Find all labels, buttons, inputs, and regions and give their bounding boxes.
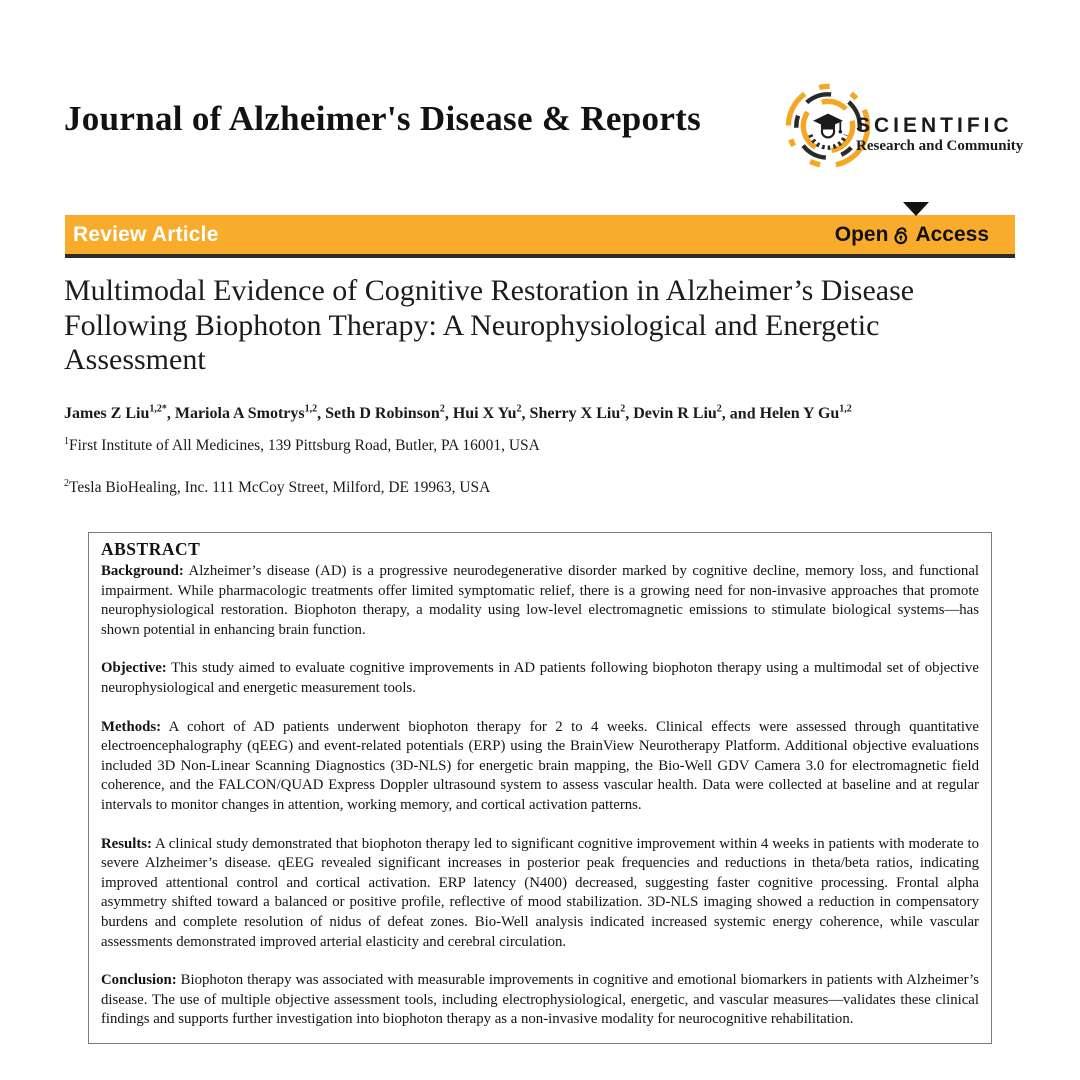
open-lock-icon [893,223,910,247]
authors-line: James Z Liu$^{1,2*}$, Mariola A Smotrys$^{1,2}$, Seth D Robinson$^2$, Hui X Yu$^2$, Sherry X Liu$^2$, Devin R Liu$^2$, and Helen Y Gu$^{1,2}$ [64,404,852,423]
abstract-box [88,532,992,1044]
open-access-word-access: Access [915,222,989,246]
affiliation-line: $^2$Tesla BioHealing, Inc. 111 McCoy Street, Milford, DE 19963, USA [64,478,491,497]
article-type-label: Review Article [73,222,219,246]
affiliation-line: $^1$First Institute of All Medicines, 139 Pittsburg Road, Butler, PA 16001, USA [64,436,540,455]
section-label: Objective: [101,660,167,677]
abstract-section: Results: A clinical study demonstrated that biophoton therapy led to significant cognitive improvement within 4 weeks in patients with moderate to severe Alzheimer’s disease. qEEG revealed significant increases in posterior peak frequencies and reductions in theta/beta ratios, indicating improved attentional control and cortical activation. ERP latency (N400) decreased, suggesting faster cognitive processing. Frontal alpha asymmetry shifted toward a balanced or positive profile, reflective of mood stabilization. 3D-NLS imaging showed a reduction in compensatory burdens and complete resolution of nidus of defeat zones. Bio-Well analysis indicated increased systemic energy coherence, while vascular assessments demonstrated improved arterial elasticity and cerebral circulation. [101,835,979,950]
author: Devin R Liu$^2$ [633,404,722,423]
section-label: Methods: [101,718,162,735]
section-label: Conclusion: [101,972,177,989]
open-access-badge [835,223,989,247]
abstract-section: Conclusion: Biophoton therapy was associated with measurable improvements in cognitive and emotional biomarkers in patients with Alzheimer’s disease. The use of multiple objective assessment tools, including electrophysiological, energetic, and vascular measures—validates these clinical findings and supports further investigation into biophoton therapy as a non-invasive modality for neurocognitive rehabilitation. [101,972,979,1028]
author: Hui X Yu$^2$ [452,404,522,423]
affiliations [64,436,1016,520]
publisher-tagline: Research and Community [856,138,1024,154]
open-access-pointer-icon [903,202,929,216]
section-label: Background: [101,563,184,579]
section-label: Results: [101,835,152,852]
open-access-word-open: Open [834,222,889,246]
author: Helen Y Gu$^{1,2}$ [759,404,852,423]
author: Seth D Robinson$^2$ [325,404,445,423]
article-title: Multimodal Evidence of Cognitive Restoration in Alzheimer’s Disease Following Biophoton Therapy: A Neurophysiological and Energetic Assessment [64,274,915,376]
abstract-section: Methods: A cohort of AD patients underwent biophoton therapy for 2 to 4 weeks. Clinical effects were assessed through quantitative electroencephalography (qEEG) and event-related potentials (ERP) using the BrainView Neurotherapy Platform. Additional objective evaluations included 3D Non-Linear Scanning Diagnostics (3D-NLS) for energetic brain mapping, the Bio-Well GDV Camera 3.0 for electromagnetic field coherence, and the FALCON/QUAD Express Doppler ultrasound system to assess vascular health. Data were collected at baseline and at regular intervals to monitor changes in attention, working memory, and cortical activation patterns. [101,718,979,813]
abstract-section: Objective: This study aimed to evaluate cognitive improvements in AD patients following biophoton therapy using a multimodal set of objective neurophysiological and energetic measurement tools. [101,660,979,696]
author: Sherry X Liu$^2$ [529,404,626,423]
journal-title: Journal of Alzheimer's Disease & Reports [64,99,702,139]
graduation-cap-icon [813,114,843,138]
article-type-banner [65,215,1015,258]
author: James Z Liu$^{1,2*}$ [64,404,167,423]
publisher-logo [784,82,1024,170]
publisher-name: SCIENTIFIC [856,114,1013,137]
author: Mariola A Smotrys$^{1,2}$ [174,404,318,423]
abstract-sections [101,562,979,1030]
abstract-heading: ABSTRACT [101,539,201,559]
abstract-section: Background: Alzheimer’s disease (AD) is a progressive neurodegenerative disorder marked by cognitive decline, memory loss, and functional impairment. While pharmacologic treatments offer limited symptomatic relief, there is a growing need for non-invasive approaches that promote neurophysiological restoration. Biophoton therapy, a modality using low-level electromagnetic emissions to stimulate biological systems—has shown potential in enhancing brain function. [101,563,979,638]
